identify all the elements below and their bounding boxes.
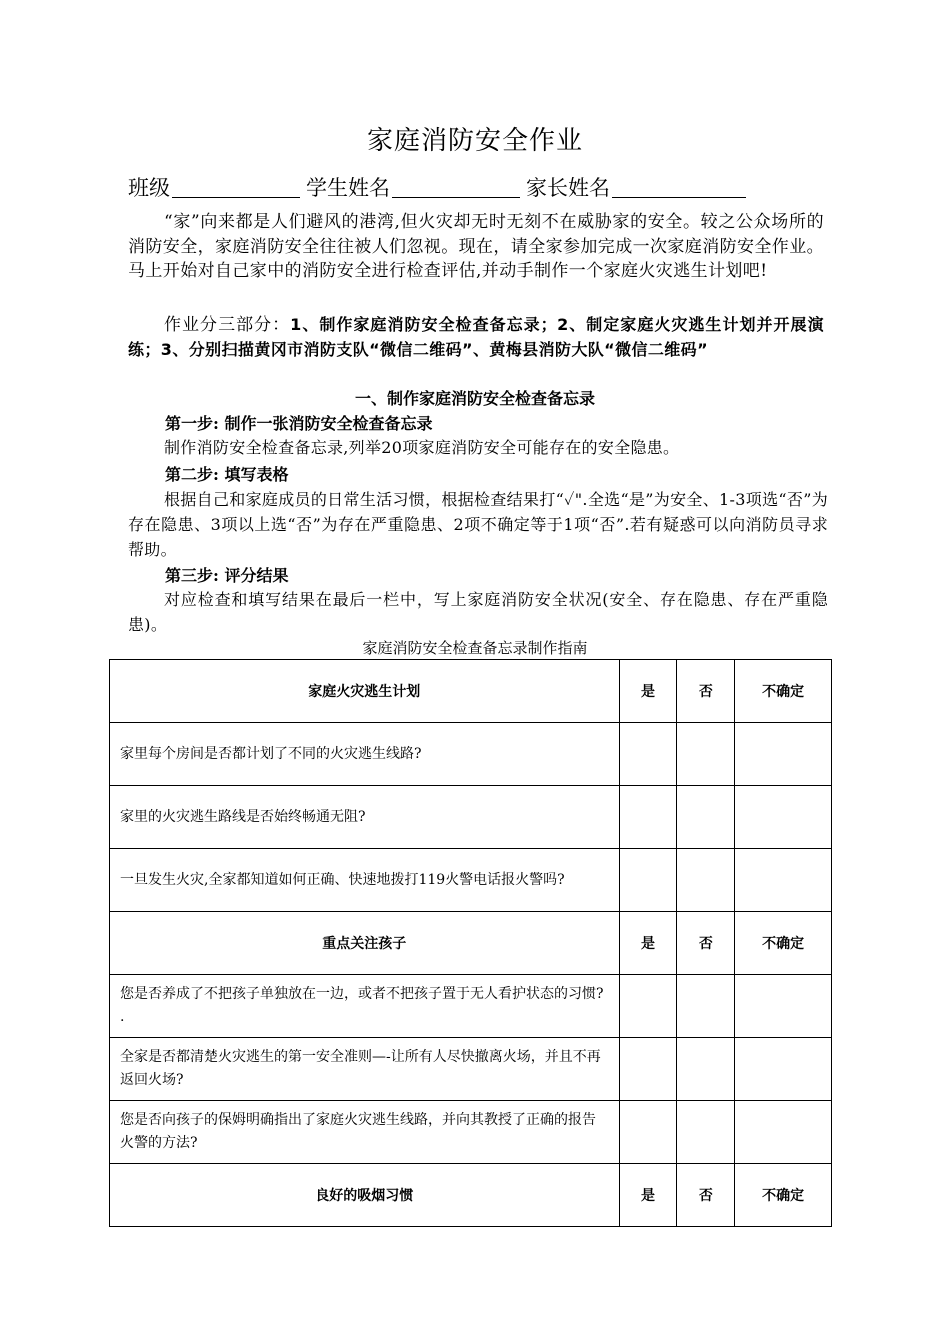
no-checkbox-cell[interactable]: [677, 849, 735, 912]
unsure-header: 不确定: [735, 1164, 832, 1227]
yes-checkbox-cell[interactable]: [619, 723, 677, 786]
yes-header: 是: [619, 660, 677, 723]
unsure-checkbox-cell[interactable]: [735, 849, 832, 912]
no-checkbox-cell[interactable]: [677, 1101, 735, 1164]
yes-checkbox-cell[interactable]: [619, 786, 677, 849]
page-title: 家庭消防安全作业: [366, 126, 583, 156]
question-cell: 全家是否都清楚火灾逃生的第一安全准则—-让所有人尽快撤离火场，并且不再返回火场?: [110, 1038, 620, 1101]
no-header: 否: [677, 1164, 735, 1227]
yes-checkbox-cell[interactable]: [619, 975, 677, 1038]
step-1-text: 制作消防安全检查备忘录,列举20项家庭消防安全可能存在的安全隐患。: [164, 438, 680, 457]
unsure-checkbox-cell[interactable]: [735, 723, 832, 786]
no-checkbox-cell[interactable]: [677, 1038, 735, 1101]
parent-name-label: 家长姓名: [526, 176, 610, 200]
question-cell: 一旦发生火灾,全家都知道如何正确、快速地拨打119火警电话报火警吗?: [110, 849, 620, 912]
table-row: [110, 849, 832, 912]
unsure-checkbox-cell[interactable]: [735, 975, 832, 1038]
class-label: 班级: [128, 176, 170, 200]
unsure-checkbox-cell[interactable]: [735, 1038, 832, 1101]
section-heading: 一、制作家庭消防安全检查备忘录: [354, 389, 595, 408]
table-row: [110, 723, 832, 786]
info-line: [128, 172, 752, 202]
table-row: [110, 1038, 832, 1101]
class-blank[interactable]: [172, 177, 300, 198]
table-caption: 家庭消防安全检查备忘录制作指南: [362, 639, 588, 657]
section-heading-cell: 家庭火灾逃生计划: [110, 660, 620, 723]
unsure-header: 不确定: [735, 912, 832, 975]
question-cell: 您是否养成了不把孩子单独放在一边，或者不把孩子置于无人看护状态的习惯? .: [110, 975, 620, 1038]
table-row: [110, 786, 832, 849]
yes-checkbox-cell[interactable]: [619, 1038, 677, 1101]
parts-lead: 作业分三部分：: [164, 315, 291, 335]
step-3-text: 对应检查和填写结果在最后一栏中，写上家庭消防安全状况(安全、存在隐患、存在严重隐患)。: [128, 590, 828, 634]
table-row: [110, 975, 832, 1038]
question-cell: 您是否向孩子的保姆明确指出了家庭火灾逃生线路，并向其教授了正确的报告火警的方法?: [110, 1101, 620, 1164]
yes-checkbox-cell[interactable]: [619, 849, 677, 912]
table-section-header: [110, 912, 832, 975]
no-header: 否: [677, 912, 735, 975]
yes-header: 是: [619, 912, 677, 975]
no-checkbox-cell[interactable]: [677, 723, 735, 786]
question-cell: 家里的火灾逃生路线是否始终畅通无阻?: [110, 786, 620, 849]
student-name-blank[interactable]: [392, 177, 520, 198]
unsure-checkbox-cell[interactable]: [735, 786, 832, 849]
table-section-header: [110, 1164, 832, 1227]
no-checkbox-cell[interactable]: [677, 975, 735, 1038]
step-2-text: 根据自己和家庭成员的日常生活习惯，根据检查结果打“✓".全选“是”为安全、1-3项选“否”为存在隐患、3项以上选“否”为存在严重隐患、2项不确定等于1项“否”.若有疑惑可以向消防员寻求帮助。: [128, 490, 828, 559]
parent-name-blank[interactable]: [612, 177, 746, 198]
table-row: [110, 1101, 832, 1164]
yes-checkbox-cell[interactable]: [619, 1101, 677, 1164]
checklist-table: [109, 659, 832, 1227]
yes-header: 是: [619, 1164, 677, 1227]
section-heading-cell: 重点关注孩子: [110, 912, 620, 975]
unsure-checkbox-cell[interactable]: [735, 1101, 832, 1164]
no-checkbox-cell[interactable]: [677, 786, 735, 849]
intro-paragraph: “家”向来都是人们避风的港湾,但火灾却无时无刻不在威胁家的安全。较之公众场所的消防安全，家庭消防安全往往被人们忽视。现在，请全家参加完成一次家庭消防安全作业。马上开始对自己家中的消防安全进行检查评估,并动手制作一个家庭火灾逃生计划吧!: [128, 212, 824, 281]
question-cell: 家里每个房间是否都计划了不同的火灾逃生线路?: [110, 723, 620, 786]
unsure-header: 不确定: [735, 660, 832, 723]
parts-paragraph: [128, 313, 824, 362]
step-2-title: 第二步: 填写表格: [165, 465, 289, 484]
no-header: 否: [677, 660, 735, 723]
section-heading-cell: 良好的吸烟习惯: [110, 1164, 620, 1227]
table-section-header: [110, 660, 832, 723]
parts-list: 1、制作家庭消防安全检查备忘录；2、制定家庭火灾逃生计划并开展演练；3、分别扫描黄冈市消防支队“微信二维码”、黄梅县消防大队“微信二维码”: [128, 315, 824, 359]
student-name-label: 学生姓名: [306, 176, 390, 200]
step-3-title: 第三步: 评分结果: [165, 566, 289, 585]
step-1-title: 第一步: 制作一张消防安全检查备忘录: [165, 414, 433, 433]
